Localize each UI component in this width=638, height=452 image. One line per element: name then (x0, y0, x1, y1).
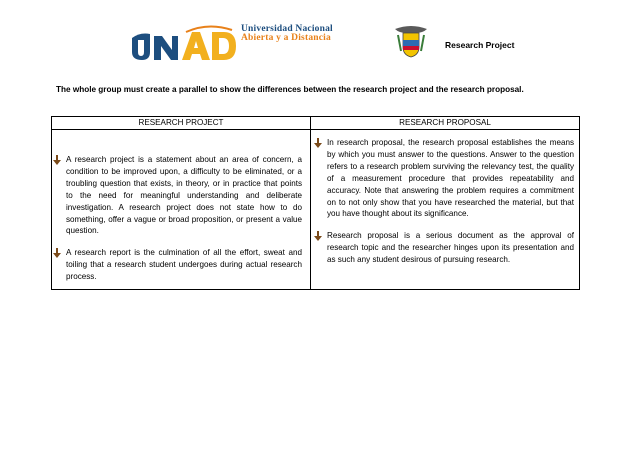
column-divider (310, 117, 311, 289)
list-item (57, 247, 302, 283)
list-item-text: Research proposal is a serious document as the approval of research topic and the researcher hinges upon its presentation and as such any student desirous of pursuing research. (327, 231, 574, 265)
document-header (0, 0, 638, 70)
list-item (318, 137, 574, 220)
comparison-table (51, 116, 580, 290)
assignment-instruction: The whole group must create a parallel to show the differences between the research project and the research proposal. (56, 85, 524, 94)
unad-logo (128, 22, 238, 62)
document-title: Research Project (445, 40, 515, 50)
list-item-text: A research report is the culmination of all the effort, sweat and toiling that a research student undergoes during actual research process. (66, 248, 302, 282)
list-item (57, 154, 302, 237)
university-name-line1: Universidad Nacional (241, 24, 333, 34)
header-research-proposal: RESEARCH PROPOSAL (399, 118, 491, 127)
university-name-line2: Abierta y a Distancia (241, 33, 331, 43)
arrow-down-bullet-icon (314, 231, 322, 241)
list-item-text: A research project is a statement about an area of concern, a condition to be improved upon, a difficulty to be eliminated, or a troubling question that exists, in theory, or in practice that points to the need for meaningful understanding and deliberate investigation. A research project does not state how to do something, offer a vague or broad proposition, or present a value question. (66, 155, 302, 236)
list-item-text: In research proposal, the research proposal establishes the means by which you must answer to the questions. Answer to the question refers to a research problem surviving the relevancy test, the quality of a measurement procedure that provides repeatability and accuracy. Note that answering the problem requires a commitment on to not only show that you have researched the material, but that you have thought about its significance. (327, 138, 574, 219)
arrow-down-bullet-icon (53, 155, 61, 165)
arrow-down-bullet-icon (53, 248, 61, 258)
colombia-coat-of-arms-icon (392, 21, 430, 59)
research-project-cell (57, 154, 302, 283)
list-item (318, 230, 574, 266)
table-header-row (52, 117, 579, 130)
arrow-down-bullet-icon (314, 138, 322, 148)
header-research-project: RESEARCH PROJECT (138, 118, 224, 127)
research-proposal-cell (318, 137, 574, 266)
university-name (241, 25, 333, 43)
